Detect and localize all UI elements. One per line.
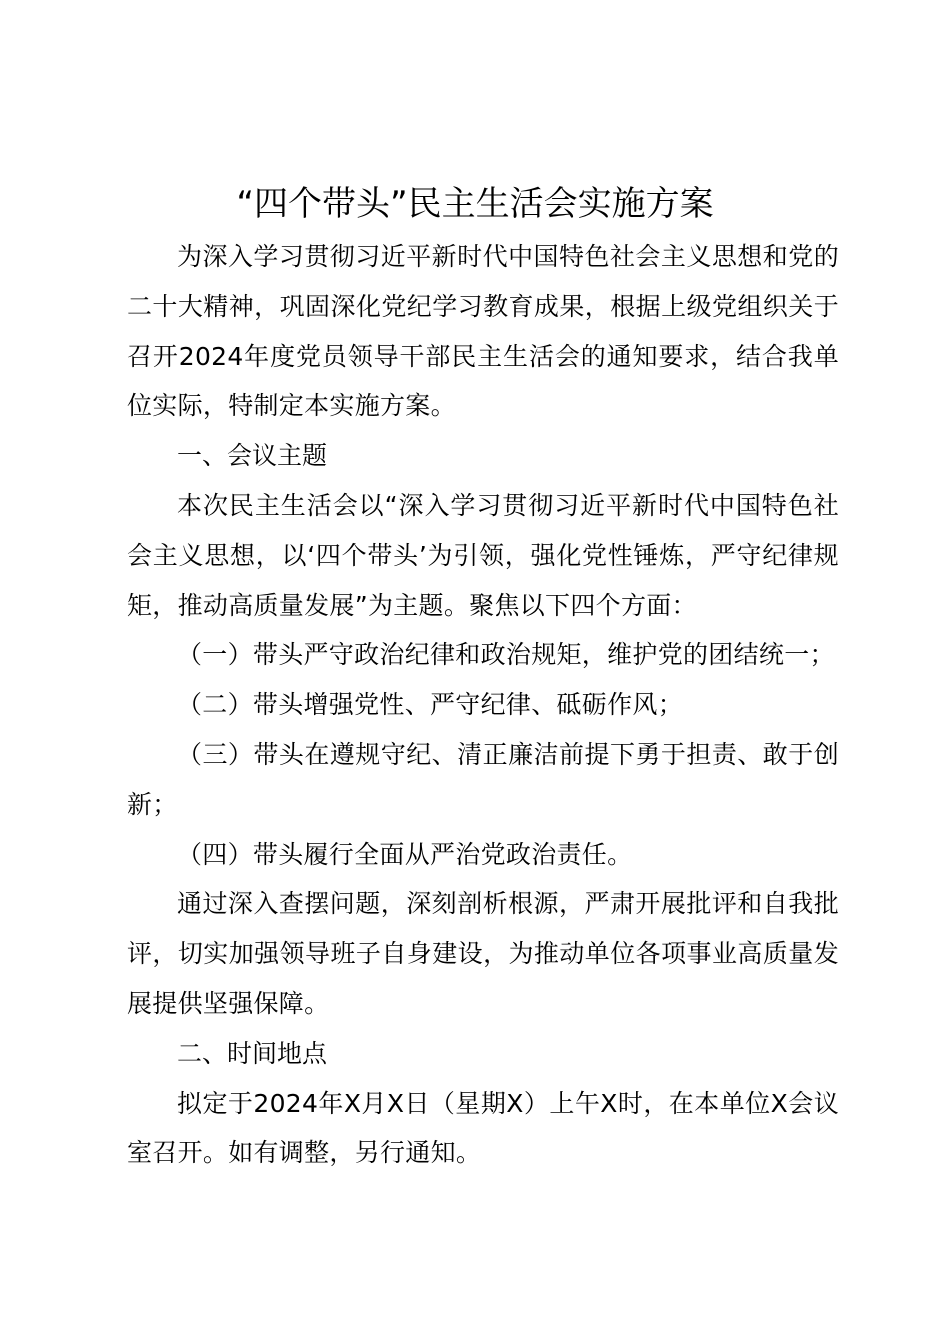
meeting-theme-paragraph: 本次民主生活会以“深入学习贯彻习近平新时代中国特色社会主义思想，以‘四个带头’为引领，强化党性锤炼，严守纪律规矩，推动高质量发展”为主题。聚焦以下四个方面： (127, 490, 839, 620)
document-title: “四个带头”民主生活会实施方案 (236, 184, 714, 224)
time-place-paragraph: 拟定于2024年X月X日（星期X）上午X时，在本单位X会议室召开。如有调整，另行通知。 (127, 1088, 839, 1168)
section-heading-time-place: 二、时间地点 (177, 1038, 328, 1068)
document-body (127, 232, 839, 1178)
theme-item-4: （四）带头履行全面从严治党政治责任。 (177, 839, 633, 869)
meeting-theme-closing: 通过深入查摆问题，深刻剖析根源，严肃开展批评和自我批评，切实加强领导班子自身建设，为推动单位各项事业高质量发展提供坚强保障。 (127, 889, 839, 1018)
intro-paragraph: 为深入学习贯彻习近平新时代中国特色社会主义思想和党的二十大精神，巩固深化党纪学习教育成果，根据上级党组织关于召开2024年度党员领导干部民主生活会的通知要求，结合我单位实际，特制定本实施方案。 (127, 242, 839, 421)
theme-item-1: （一）带头严守政治纪律和政治规矩，维护党的团结统一； (177, 640, 835, 670)
section-heading-meeting-theme: 一、会议主题 (177, 441, 328, 471)
theme-item-3: （三）带头在遵规守纪、清正廉洁前提下勇于担责、敢于创新； (127, 739, 839, 819)
theme-item-2: （二）带头增强党性、严守纪律、砥砺作风； (177, 690, 684, 720)
